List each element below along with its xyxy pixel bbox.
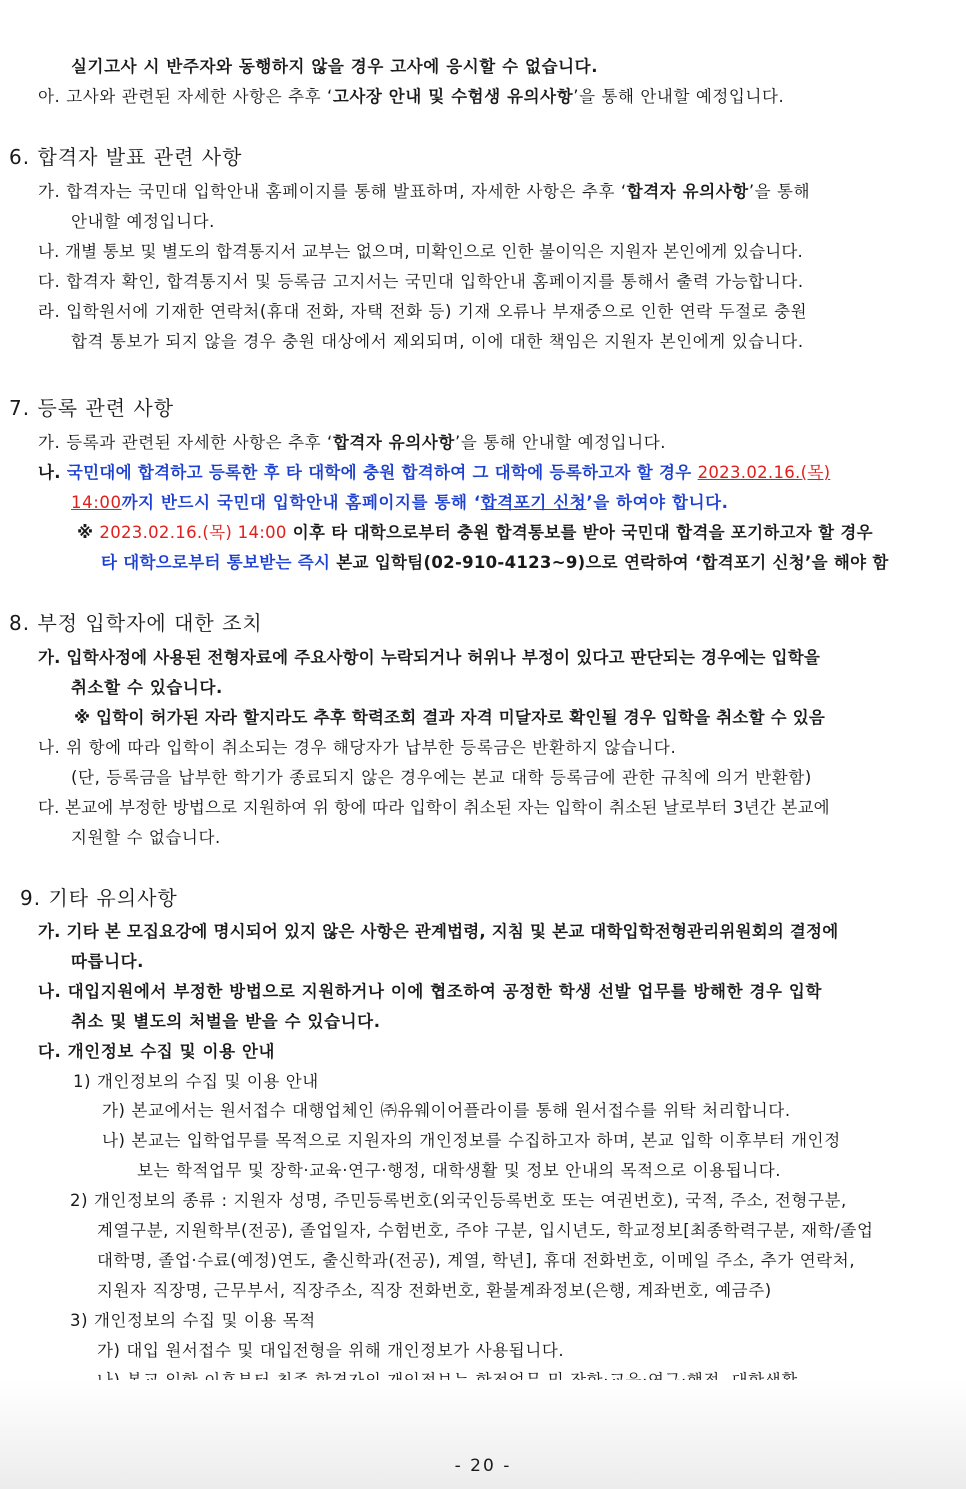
page-number: - 20 - — [454, 1456, 512, 1476]
s7-item-na: 나. 국민대에 합격하고 등록한 후 타 대학에 충원 합격하여 그 대학에 등록하고자 할 경우 2023.02.16.(목) — [38, 463, 831, 482]
s7-item-na-cont: 14:00까지 반드시 국민대 입학안내 홈페이지를 통해 ‘합격포기 신청’을 하여야 합니다. — [71, 493, 729, 512]
s7-item-ga: 가. 등록과 관련된 자세한 사항은 추후 ‘합격자 유의사항’을 통해 안내할 예정입니다. — [38, 433, 667, 452]
s6-item-ra-cont: 합격 통보가 되지 않을 경우 충원 대상에서 제외되며, 이에 대한 책임은 지원자 본인에게 있습니다. — [71, 332, 804, 351]
s8-item-na-cont: (단, 등록금을 납부한 학기가 종료되지 않은 경우에는 본교 대학 등록금에 관한 규칙에 의거 반환함) — [71, 768, 812, 787]
s7-note-cont: 타 대학으로부터 통보받는 즉시 본교 입학팀(02-910-4123~9)으로 연락하여 ‘합격포기 신청’을 해야 함 — [101, 553, 889, 572]
s9-sub-2: 2) 개인정보의 종류 : 지원자 성명, 주민등록번호(외국인등록번호 또는 여권번호), 국적, 주소, 전형구분, — [70, 1191, 847, 1210]
s9-item-ga-cont: 따릅니다. — [71, 952, 145, 971]
section-9-heading: 9. 기타 유의사항 — [20, 886, 178, 910]
s6-item-ga-cont: 안내할 예정입니다. — [71, 212, 216, 231]
s8-item-ga-cont: 취소할 수 있습니다. — [71, 678, 223, 697]
s9-sub-1-ga: 가) 본교에서는 원서접수 대행업체인 ㈜유웨이어플라이를 통해 원서접수를 위탁 처리합니다. — [102, 1101, 791, 1120]
s9-sub-1: 1) 개인정보의 수집 및 이용 안내 — [73, 1072, 319, 1091]
section-6-heading: 6. 합격자 발표 관련 사항 — [9, 145, 243, 169]
s8-note: ※ 입학이 허가된 자라 할지라도 추후 학력조회 결과 자격 미달자로 확인될 경우 입학을 취소할 수 있음 — [74, 708, 825, 727]
s6-item-ra: 라. 입학원서에 기재한 연락처(휴대 전화, 자택 전화 등) 기재 오류나 부재중으로 인한 연락 두절로 충원 — [38, 302, 808, 321]
s8-item-ga: 가. 입학사정에 사용된 전형자료에 주요사항이 누락되거나 허위나 부정이 있다고 판단되는 경우에는 입학을 — [38, 648, 820, 667]
s6-item-da: 다. 합격자 확인, 합격통지서 및 등록금 고지서는 국민대 입학안내 홈페이지를 통해서 출력 가능합니다. — [38, 272, 804, 291]
top-item-ah: 아. 고사와 관련된 자세한 사항은 추후 ‘고사장 안내 및 수험생 유의사항’을 통해 안내할 예정입니다. — [38, 87, 785, 106]
s9-sub-2-cont-1: 계열구분, 지원학부(전공), 졸업일자, 수험번호, 주야 구분, 입시년도, 학교정보[최종학력구분, 재학/졸업 — [97, 1221, 874, 1240]
s9-sub-3: 3) 개인정보의 수집 및 이용 목적 — [70, 1311, 316, 1330]
s6-item-na: 나. 개별 통보 및 별도의 합격통지서 교부는 없으며, 미확인으로 인한 불이익은 지원자 본인에게 있습니다. — [38, 242, 803, 261]
s9-sub-2-cont-3: 지원자 직장명, 근무부서, 직장주소, 직장 전화번호, 환불계좌정보(은행, 계좌번호, 예금주) — [97, 1281, 772, 1300]
s9-item-ga: 가. 기타 본 모집요강에 명시되어 있지 않은 사항은 관계법령, 지침 및 본교 대학입학전형관리위원회의 결정에 — [38, 922, 839, 941]
s8-item-na: 나. 위 항에 따라 입학이 취소되는 경우 해당자가 납부한 등록금은 반환하지 않습니다. — [38, 738, 677, 757]
s8-item-da-cont: 지원할 수 없습니다. — [71, 828, 221, 847]
s7-note: ※ 2023.02.16.(목) 14:00 이후 타 대학으로부터 충원 합격통보를 받아 국민대 합격을 포기하고자 할 경우 — [77, 523, 873, 542]
s6-item-ga: 가. 합격자는 국민대 입학안내 홈페이지를 통해 발표하며, 자세한 사항은 추후 ‘합격자 유의사항’을 통해 — [38, 182, 811, 201]
section-7-heading: 7. 등록 관련 사항 — [9, 396, 175, 420]
s9-sub-2-cont-2: 대학명, 졸업·수료(예정)연도, 출신학과(전공), 계열, 학년], 휴대 전화번호, 이메일 주소, 추가 연락처, — [97, 1251, 856, 1270]
section-8-heading: 8. 부정 입학자에 대한 조치 — [9, 611, 263, 635]
top-line-1: 실기고사 시 반주자와 동행하지 않을 경우 고사에 응시할 수 없습니다. — [71, 57, 599, 76]
s9-sub-1-na: 나) 본교는 입학업무를 목적으로 지원자의 개인정보를 수집하고자 하며, 본교 입학 이후부터 개인정 — [102, 1131, 841, 1150]
s9-item-na-cont: 취소 및 별도의 처벌을 받을 수 있습니다. — [71, 1012, 381, 1031]
s9-item-da: 다. 개인정보 수집 및 이용 안내 — [38, 1042, 276, 1061]
s8-item-da: 다. 본교에 부정한 방법으로 지원하여 위 항에 따라 입학이 취소된 자는 입학이 취소된 날로부터 3년간 본교에 — [38, 798, 830, 817]
s9-sub-1-na-cont: 보는 학적업무 및 장학·교육·연구·행정, 대학생활 및 정보 안내의 목적으로 이용됩니다. — [137, 1161, 782, 1180]
s9-item-na: 나. 대입지원에서 부정한 방법으로 지원하거나 이에 협조하여 공정한 학생 선발 업무를 방해한 경우 입학 — [38, 982, 822, 1001]
s9-sub-3-ga: 가) 대입 원서접수 및 대입전형을 위해 개인정보가 사용됩니다. — [97, 1341, 565, 1360]
